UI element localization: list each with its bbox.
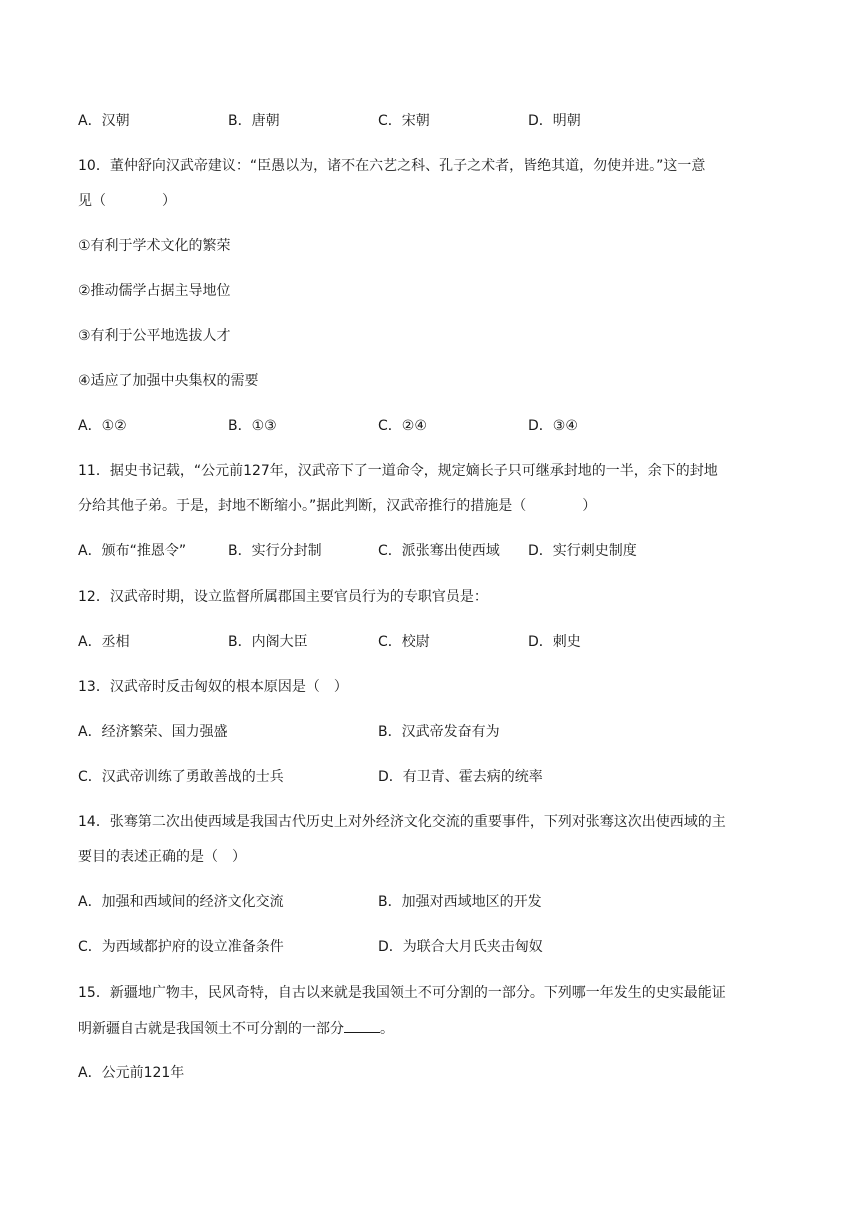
q10-option-c[interactable]: C．②④ (378, 418, 427, 434)
q9-option-c[interactable]: C．宋朝 (378, 113, 430, 129)
q12-stem: 12．汉武帝时期，设立监督所属郡国主要官员行为的专职官员是： (78, 589, 488, 605)
q13-option-a[interactable]: A．经济繁荣、国力强盛 (78, 724, 228, 740)
q13-option-d[interactable]: D．有卫青、霍去病的统率 (378, 769, 543, 785)
q11-stem-line1: 11．据史书记载，“公元前127年，汉武帝下了一道命令，规定嫡长子只可继承封地的一半，余下的封地 (78, 463, 718, 479)
q14-stem-line2: 要目的表述正确的是（ ） (78, 849, 246, 865)
q13-option-c[interactable]: C．汉武帝训练了勇敢善战的士兵 (78, 769, 284, 785)
q11-stem-line2: 分给其他子弟。于是，封地不断缩小。”据此判断，汉武帝推行的措施是（ ） (78, 498, 597, 514)
q12-option-b[interactable]: B．内阁大臣 (228, 634, 308, 650)
q12-option-d[interactable]: D．刺史 (528, 634, 581, 650)
q14-option-d[interactable]: D．为联合大月氏夹击匈奴 (378, 939, 543, 955)
q13-stem: 13．汉武帝时反击匈奴的根本原因是（ ） (78, 679, 348, 695)
q14-stem-line1: 14．张骞第二次出使西域是我国古代历史上对外经济文化交流的重要事件，下列对张骞这次出使西域的主 (78, 814, 726, 830)
q10-stem-line2: 见（ ） (78, 193, 176, 209)
q10-item-4: ④适应了加强中央集权的需要 (78, 373, 259, 389)
q13-option-b[interactable]: B．汉武帝发奋有为 (378, 724, 500, 740)
q14-option-a[interactable]: A．加强和西域间的经济文化交流 (78, 894, 284, 910)
q14-option-c[interactable]: C．为西域都护府的设立准备条件 (78, 939, 284, 955)
q11-option-c[interactable]: C．派张骞出使西域 (378, 543, 500, 559)
q9-option-a[interactable]: A．汉朝 (78, 113, 130, 129)
q10-option-b[interactable]: B．①③ (228, 418, 277, 434)
q9-option-d[interactable]: D．明朝 (528, 113, 581, 129)
q15-stem-line2-text: 明新疆自古就是我国领土不可分割的一部分 (78, 1021, 344, 1037)
q12-option-c[interactable]: C．校尉 (378, 634, 430, 650)
q10-item-2: ②推动儒学占据主导地位 (78, 283, 231, 299)
q10-item-1: ①有利于学术文化的繁荣 (78, 238, 231, 254)
q15-stem-line2-end: 。 (380, 1021, 394, 1037)
q15-stem-line1: 15．新疆地广物丰，民风奇特，自古以来就是我国领土不可分割的一部分。下列哪一年发生的史实最能证 (78, 985, 726, 1001)
q11-option-b[interactable]: B．实行分封制 (228, 543, 322, 559)
answer-blank[interactable] (344, 1018, 380, 1033)
q15-stem-line2 (78, 1018, 394, 1039)
q11-option-a[interactable]: A．颁布“推恩令” (78, 543, 187, 559)
q10-option-d[interactable]: D．③④ (528, 418, 578, 434)
q11-option-d[interactable]: D．实行刺史制度 (528, 543, 637, 559)
q15-option-a[interactable]: A．公元前121年 (78, 1065, 185, 1081)
q14-option-b[interactable]: B．加强对西域地区的开发 (378, 894, 542, 910)
q12-option-a[interactable]: A．丞相 (78, 634, 130, 650)
q9-option-b[interactable]: B．唐朝 (228, 113, 280, 129)
q10-option-a[interactable]: A．①② (78, 418, 127, 434)
q10-stem-line1: 10．董仲舒向汉武帝建议：“臣愚以为，诸不在六艺之科、孔子之术者，皆绝其道，勿使并进。”这一意 (78, 158, 706, 174)
q10-item-3: ③有利于公平地选拔人才 (78, 328, 231, 344)
